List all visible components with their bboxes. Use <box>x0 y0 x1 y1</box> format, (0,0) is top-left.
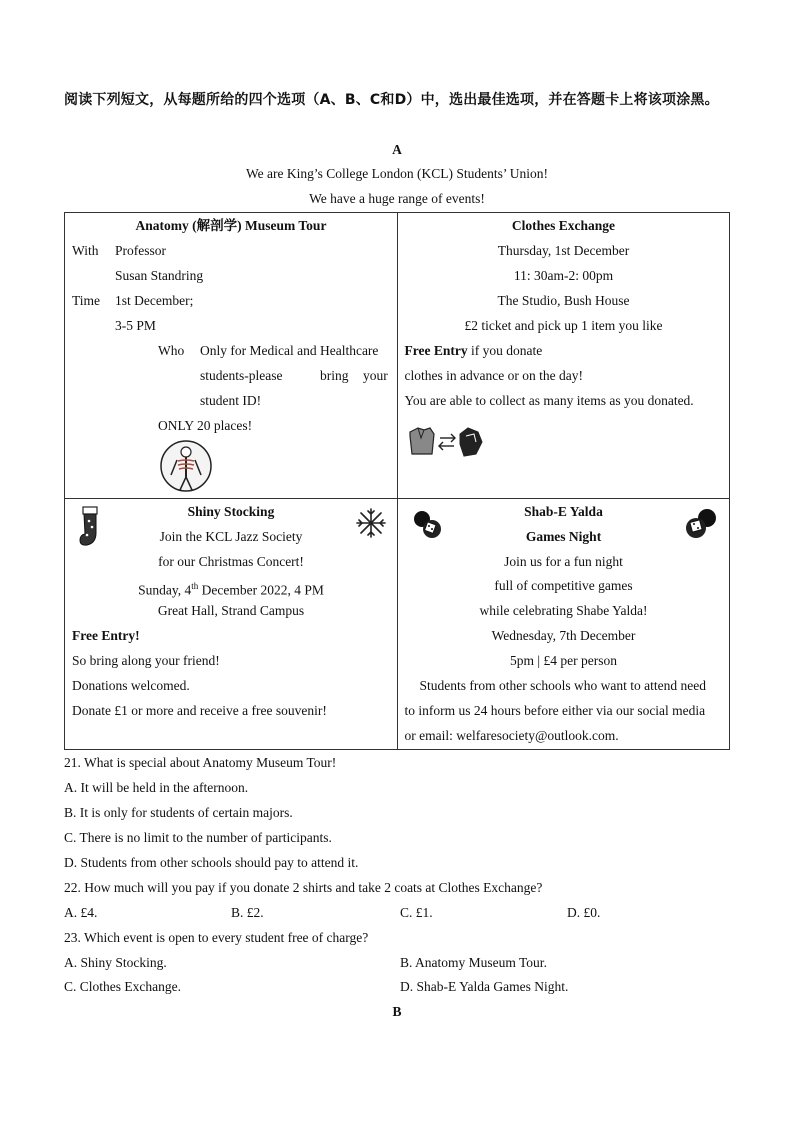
anatomy-time-label: Time <box>72 293 101 308</box>
yalda-line-6: or email: welfaresociety@outlook.com. <box>404 728 619 743</box>
intro-line-2: We have a huge range of events! <box>309 191 485 206</box>
question-22-option-d: D. £0. <box>567 905 601 920</box>
clothes-ticket: £2 ticket and pick up 1 item you like <box>464 318 663 333</box>
question-22-stem: 22. How much will you pay if you donate 2 shirts and take 2 coats at Clothes Exchange? <box>64 880 543 895</box>
question-21-option-a: A. It will be held in the afternoon. <box>64 780 249 795</box>
yalda-line-5: to inform us 24 hours before either via our social media <box>404 703 706 718</box>
anatomy-who-value-2a: students-please <box>200 368 283 383</box>
anatomy-who-value-3: student ID! <box>200 393 262 408</box>
clothes-free-entry-line <box>405 342 543 360</box>
stocking-title: Shiny Stocking <box>187 504 275 519</box>
question-21-option-c: C. There is no limit to the number of participants. <box>64 830 332 845</box>
events-table <box>64 212 730 750</box>
question-23-option-b: B. Anatomy Museum Tour. <box>400 955 547 970</box>
intro-line-1: We are King’s College London (KCL) Students’ Union! <box>246 166 548 181</box>
clothes-swap-icon <box>406 424 486 460</box>
anatomy-with-value-1: Professor <box>115 243 166 258</box>
yalda-line-4: Students from other schools who want to attend need <box>419 678 706 693</box>
stocking-line-1: Join the KCL Jazz Society <box>159 529 303 544</box>
yalda-line-3: while celebrating Shabe Yalda! <box>479 603 648 618</box>
anatomy-who-label: Who <box>158 343 185 358</box>
yalda-cell <box>397 499 730 750</box>
anatomy-with-value-2: Susan Standring <box>115 268 204 283</box>
yalda-line-1: Join us for a fun night <box>504 554 623 569</box>
yalda-date: Wednesday, 7th December <box>491 628 636 643</box>
stocking-date-post: December 2022, 4 PM <box>198 582 324 598</box>
clothes-line-2: clothes in advance or on the day! <box>404 368 583 383</box>
stocking-line-2: for our Christmas Concert! <box>158 554 304 569</box>
question-22-option-c: C. £1. <box>400 905 433 920</box>
question-21-stem: 21. What is special about Anatomy Museum Tour! <box>64 755 337 770</box>
section-b-letter: B <box>392 1004 402 1019</box>
skeleton-icon <box>159 439 213 493</box>
anatomy-places: ONLY 20 places! <box>158 418 253 433</box>
anatomy-who-value-2c: your <box>363 368 388 383</box>
yalda-time: 5pm | £4 per person <box>510 653 617 668</box>
stocking-date-sup: th <box>191 581 199 591</box>
stocking-place: Great Hall, Strand Campus <box>157 603 305 618</box>
clothes-free-rest: if you donate <box>467 343 543 358</box>
clothes-cell <box>397 213 730 499</box>
clothes-time: 11: 30am-2: 00pm <box>513 268 614 283</box>
clothes-line-3: You are able to collect as many items as you donated. <box>404 393 694 408</box>
question-21-option-d: D. Students from other schools should pay to attend it. <box>64 855 359 870</box>
question-22-option-a: A. £4. <box>64 905 98 920</box>
clothes-place: The Studio, Bush House <box>497 293 630 308</box>
instruction-text: 阅读下列短文，从每题所给的四个选项（A、B、C和D）中，选出最佳选项，并在答题卡上将该项涂黑。 <box>64 92 719 108</box>
stocking-line-5: Donate £1 or more and receive a free souvenir! <box>72 703 327 718</box>
clothes-title: Clothes Exchange <box>511 218 616 233</box>
question-23-option-d: D. Shab-E Yalda Games Night. <box>400 979 569 994</box>
question-22-option-b: B. £2. <box>231 905 264 920</box>
stocking-line-4: Donations welcomed. <box>72 678 190 693</box>
anatomy-who-value-2b: bring <box>320 368 349 383</box>
section-a-letter: A <box>392 142 402 157</box>
yalda-title-2: Games Night <box>525 529 602 544</box>
question-23-stem: 23. Which event is open to every student free of charge? <box>64 930 369 945</box>
stocking-line-3: So bring along your friend! <box>72 653 220 668</box>
anatomy-who-value-1: Only for Medical and Healthcare <box>200 343 379 358</box>
clothes-date: Thursday, 1st December <box>497 243 630 258</box>
stocking-free-entry: Free Entry! <box>72 628 140 643</box>
stocking-cell <box>65 499 398 750</box>
stocking-date <box>65 577 397 600</box>
yalda-line-2: full of competitive games <box>494 578 633 593</box>
anatomy-title: Anatomy (解剖学) Museum Tour <box>135 218 327 233</box>
question-23-option-c: C. Clothes Exchange. <box>64 979 181 994</box>
anatomy-cell <box>65 213 398 499</box>
question-21-option-b: B. It is only for students of certain majors. <box>64 805 293 820</box>
question-23-option-a: A. Shiny Stocking. <box>64 955 167 970</box>
clothes-free-entry: Free Entry <box>404 343 468 358</box>
stocking-date-pre: Sunday, 4 <box>138 582 192 598</box>
anatomy-time-value-1: 1st December; <box>115 293 194 308</box>
yalda-title-1: Shab-E Yalda <box>524 504 603 519</box>
anatomy-with-label: With <box>72 243 99 258</box>
anatomy-time-value-2: 3-5 PM <box>115 318 156 333</box>
